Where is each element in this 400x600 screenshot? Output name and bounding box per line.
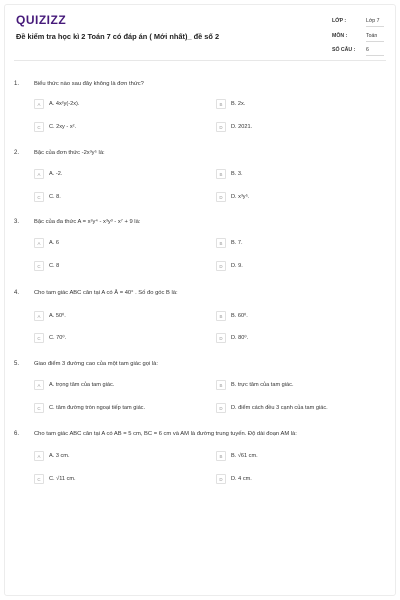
option-a[interactable] (34, 451, 70, 461)
option-letter-box: A (34, 380, 44, 390)
option-letter-box: A (34, 99, 44, 109)
option-letter-box: B (216, 238, 226, 248)
question-count-label: SỐ CÂU : (332, 47, 356, 53)
option-text: B. √61 cm. (231, 453, 258, 459)
option-text: C. √11 cm. (49, 476, 76, 482)
class-underline (366, 26, 384, 27)
option-c[interactable] (34, 192, 61, 202)
option-d[interactable] (216, 403, 328, 413)
question-number: 2. (14, 150, 20, 156)
question-number: 3. (14, 219, 20, 225)
question-count-value: 6 (366, 47, 369, 53)
option-letter-box: B (216, 99, 226, 109)
option-c[interactable] (34, 261, 59, 271)
option-text: D. 9. (231, 263, 243, 269)
option-a[interactable] (34, 311, 66, 321)
option-text: B. 60⁰. (231, 313, 248, 319)
option-letter-box: C (34, 403, 44, 413)
option-text: C. 2xy - x². (49, 124, 77, 130)
option-letter-box: D (216, 192, 226, 202)
option-text: A. 50⁰. (49, 313, 66, 319)
option-letter-box: A (34, 451, 44, 461)
option-text: A. 6 (49, 240, 59, 246)
option-text: C. 70⁰. (49, 335, 67, 341)
question-number: 4. (14, 290, 20, 296)
option-c[interactable] (34, 122, 76, 132)
option-d[interactable] (216, 192, 249, 202)
option-letter-box: A (34, 169, 44, 179)
option-d[interactable] (216, 474, 252, 484)
question-count-underline (366, 55, 384, 56)
option-c[interactable] (34, 474, 76, 484)
option-b[interactable] (216, 238, 243, 248)
option-text: B. trực tâm của tam giác. (231, 382, 294, 388)
option-text: A. 4x²y(-2x). (49, 101, 80, 107)
header-divider (14, 60, 386, 61)
option-text: B. 7. (231, 240, 243, 246)
option-b[interactable] (216, 99, 245, 109)
question-text: Cho tam giác ABC cân tại A có AB = 5 cm, BC = 6 cm và AM là đường trung tuyến. Độ dài đoạn AM là: (34, 431, 297, 437)
option-letter-box: D (216, 474, 226, 484)
option-letter-box: A (34, 238, 44, 248)
option-d[interactable] (216, 261, 243, 271)
option-letter-box: C (34, 333, 44, 343)
question-number: 5. (14, 361, 20, 367)
option-letter-box: D (216, 403, 226, 413)
option-text: A. trọng tâm của tam giác. (49, 382, 115, 388)
option-b[interactable] (216, 311, 248, 321)
option-text: A. 3 cm. (49, 453, 70, 459)
question-number: 6. (14, 431, 20, 437)
option-text: D. 80⁰. (231, 335, 249, 341)
worksheet-title: Đề kiểm tra học kì 2 Toán 7 có đáp án ( Mới nhất)_ đề số 2 (16, 32, 220, 41)
option-letter-box: C (34, 192, 44, 202)
option-d[interactable] (216, 333, 248, 343)
question-text: Bậc của đa thức A = x²y⁴ - x³y³ - x⁷ + 9 là: (34, 219, 141, 225)
subject-label: MÔN : (332, 33, 348, 39)
option-letter-box: A (34, 311, 44, 321)
option-d[interactable] (216, 122, 252, 132)
question-text: Biểu thức nào sau đây không là đơn thức? (34, 81, 144, 87)
option-letter-box: D (216, 261, 226, 271)
option-text: C. 8 (49, 263, 60, 269)
quizizz-logo: QUIZIZZ (16, 13, 67, 27)
option-text: A. -2. (49, 171, 63, 177)
option-letter-box: C (34, 261, 44, 271)
question-text: Giao điểm 3 đường cao của một tam giác gọi là: (34, 361, 159, 367)
option-letter-box: B (216, 451, 226, 461)
option-text: C. tâm đường tròn ngoại tiếp tam giác. (49, 405, 146, 411)
option-c[interactable] (34, 333, 66, 343)
option-letter-box: C (34, 474, 44, 484)
option-a[interactable] (34, 99, 79, 109)
option-letter-box: B (216, 380, 226, 390)
question-number: 1. (14, 81, 20, 87)
option-b[interactable] (216, 169, 243, 179)
option-text: B. 2x. (231, 101, 246, 107)
option-c[interactable] (34, 403, 145, 413)
option-a[interactable] (34, 169, 62, 179)
option-text: D. 4 cm. (231, 476, 252, 482)
option-letter-box: B (216, 311, 226, 321)
worksheet-page (4, 4, 396, 596)
option-b[interactable] (216, 451, 258, 461)
class-label: LỚP : (332, 18, 347, 24)
option-b[interactable] (216, 380, 294, 390)
option-text: C. 8. (49, 194, 61, 200)
option-a[interactable] (34, 238, 59, 248)
option-letter-box: C (34, 122, 44, 132)
option-text: B. 3. (231, 171, 243, 177)
option-text: D. 2021. (231, 124, 253, 130)
subject-value: Toán (366, 33, 378, 39)
option-text: D. x³y⁵. (231, 194, 250, 200)
option-text: D. điểm cách đều 3 cạnh của tam giác. (231, 405, 328, 411)
question-text: Bậc của đơn thức -2x³y⁵ là: (34, 150, 105, 156)
class-value: Lớp 7 (366, 18, 380, 24)
option-letter-box: D (216, 122, 226, 132)
question-text: Cho tam giác ABC cân tại A có Â = 40° . Số đo góc B là: (34, 290, 178, 296)
subject-underline (366, 41, 384, 42)
option-a[interactable] (34, 380, 114, 390)
option-letter-box: B (216, 169, 226, 179)
option-letter-box: D (216, 333, 226, 343)
